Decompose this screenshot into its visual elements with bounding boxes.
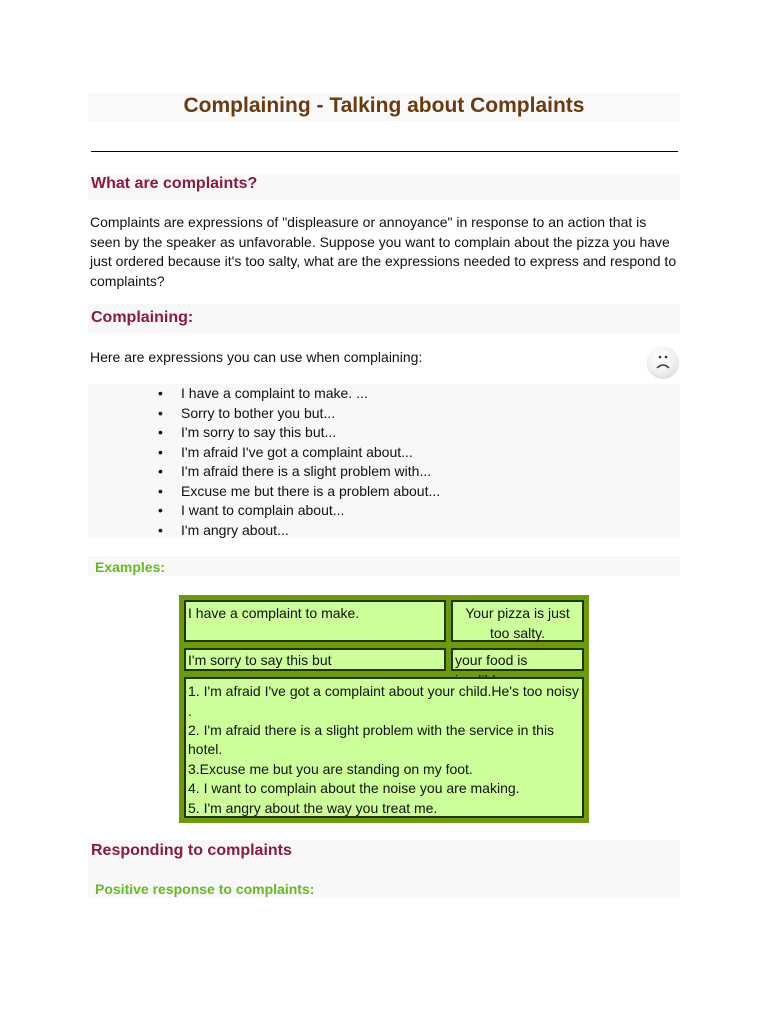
heading-examples: Examples: bbox=[95, 559, 166, 575]
example-line: 1. I'm afraid I've got a complaint about your child.He's too noisy bbox=[188, 683, 579, 699]
heading-responding: Responding to complaints bbox=[91, 842, 292, 859]
table-cell: I have a complaint to make. bbox=[184, 600, 446, 642]
list-item: • Excuse me but there is a problem about... bbox=[158, 482, 441, 499]
table-cell: your food is bbox=[451, 648, 584, 671]
examples-table bbox=[179, 595, 589, 823]
list-item: • I want to complain about... bbox=[158, 502, 345, 518]
list-item: • I'm angry about... bbox=[158, 521, 289, 538]
list-item: • I'm afraid I've got a complaint about... bbox=[158, 443, 413, 460]
examples-list-cell bbox=[184, 677, 584, 818]
example-line: 4. I want to complain about the noise you are making. bbox=[188, 780, 520, 796]
example-line: 2. I'm afraid there is a slight problem with the service in this hotel. bbox=[188, 721, 555, 757]
complaining-intro: Here are expressions you can use when complaining: bbox=[90, 349, 423, 365]
example-line: . bbox=[188, 702, 192, 719]
heading-what-are-complaints: What are complaints? bbox=[91, 175, 258, 192]
list-item: • I have a complaint to make. ... bbox=[158, 385, 368, 401]
heading-complaining: Complaining: bbox=[91, 309, 194, 326]
example-line: 3.Excuse me but you are standing on my foot. bbox=[188, 760, 473, 777]
heading-positive-response: Positive response to complaints: bbox=[95, 881, 315, 897]
complaint-expressions-list bbox=[158, 384, 440, 540]
sad-face-icon bbox=[648, 347, 678, 377]
divider bbox=[91, 151, 678, 152]
page-title: Complaining - Talking about Complaints bbox=[183, 94, 585, 117]
heading-band bbox=[88, 556, 680, 576]
example-line: 5. I'm angry about the way you treat me. bbox=[188, 799, 438, 816]
list-item: • I'm sorry to say this but... bbox=[158, 424, 337, 440]
list-item: • Sorry to bother you but... bbox=[158, 404, 336, 421]
list-item: • I'm afraid there is a slight problem with... bbox=[158, 463, 432, 479]
table-cell: Your pizza is just too salty. bbox=[451, 600, 584, 642]
definition-paragraph: Complaints are expressions of "displeasure or annoyance" in response to an action that is seen by the speaker as unfavorable. Suppose you want to complain about the pizza you have just ordered because it's too salty, what are the expressions needed to express and respond to complaints? bbox=[90, 214, 677, 289]
table-cell: I'm sorry to say this but bbox=[184, 648, 446, 671]
